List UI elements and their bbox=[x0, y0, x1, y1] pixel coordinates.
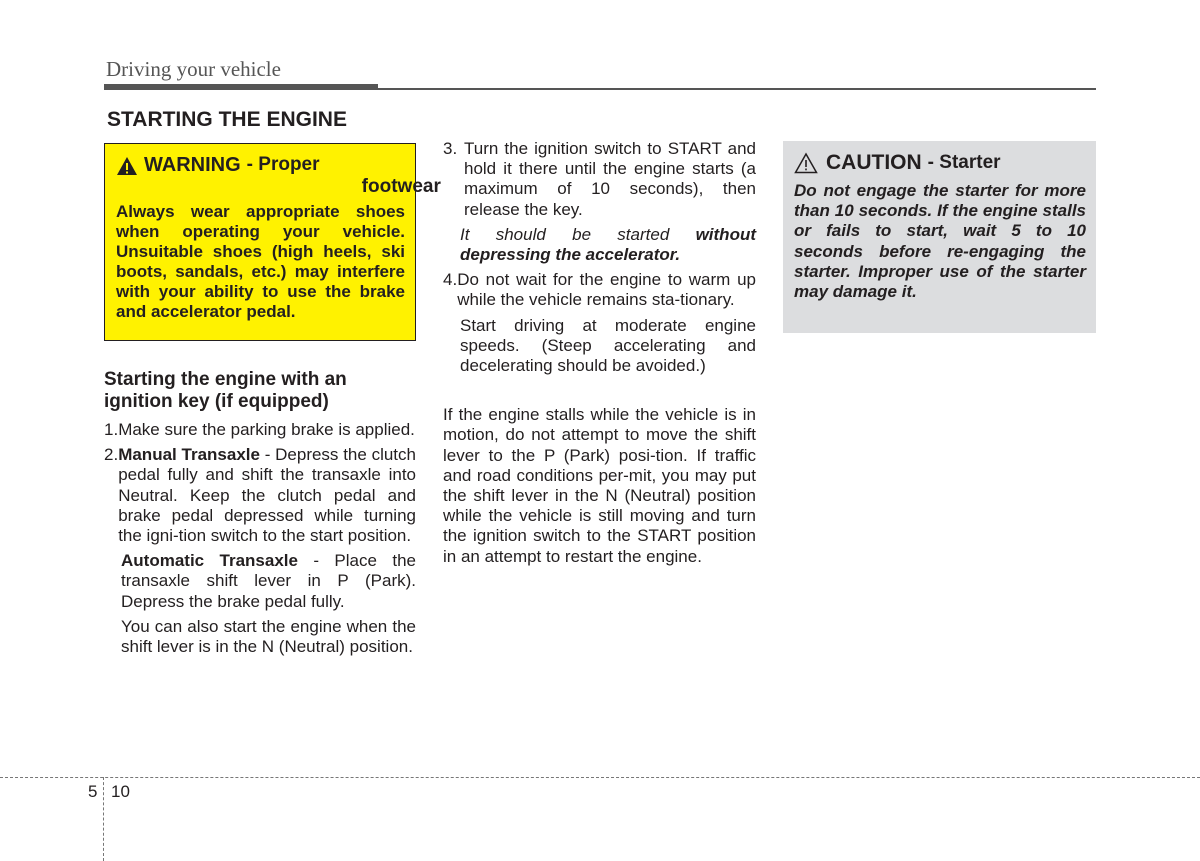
step-3-note: It should be started without depressing the accelerator. bbox=[460, 224, 756, 265]
warning-triangle-icon bbox=[116, 156, 138, 176]
step-2-automatic: Automatic Transaxle - Place the transaxle shift lever in P (Park). Depress the brake pedal fully. bbox=[121, 551, 416, 611]
caution-triangle-icon bbox=[794, 152, 818, 174]
step-text: Make sure the parking brake is applied. bbox=[118, 420, 415, 439]
step-1 bbox=[104, 420, 416, 440]
header-rule-thick bbox=[104, 84, 378, 90]
step-number: 4. bbox=[443, 270, 458, 290]
instructions-column-1 bbox=[104, 420, 416, 657]
step-text: Do not wait for the engine to warm up while the vehicle remains sta-tionary. bbox=[457, 270, 756, 310]
caution-heading bbox=[794, 151, 1086, 175]
page-header-title: Driving your vehicle bbox=[106, 57, 281, 81]
step-3 bbox=[443, 139, 756, 220]
warning-subtitle: - Proper footwear bbox=[246, 154, 441, 197]
step-text: Manual Transaxle - Depress the clutch pedal fully and shift the transaxle into Neutral. Keep the clutch pedal and brake pedal depressed while turning the igni-tion switch to the start position. bbox=[118, 445, 416, 546]
step-number: 3. bbox=[443, 139, 458, 158]
step-4-note: Start driving at moderate engine speeds. (Steep accelerating and decelerating should be avoided.) bbox=[460, 315, 756, 376]
step-number: 1. bbox=[104, 420, 119, 439]
warning-body: Always wear appropriate shoes when operating your vehicle. Unsuitable shoes (high heels, ski boots, sandals, etc.) may interfere with your ability to use the brake and accelerator pedal. bbox=[116, 202, 405, 321]
page-number: 10 bbox=[111, 782, 130, 801]
step-text: Turn the ignition switch to START and hold it there until the engine starts (a maximum of 10 seconds), then release the key. bbox=[464, 139, 756, 219]
caution-box bbox=[783, 141, 1096, 333]
step-4 bbox=[443, 270, 756, 310]
caution-subtitle: - Starter bbox=[927, 152, 1001, 173]
footer-divider bbox=[0, 777, 1200, 778]
footer-vertical-divider bbox=[103, 777, 104, 861]
caution-body: Do not engage the starter for more than 10 seconds. If the engine stalls or fails to start, wait 5 to 10 seconds before re-engaging the starter. Improper use of the starter may damage it. bbox=[794, 181, 1086, 302]
warning-heading bbox=[116, 154, 441, 198]
warning-box bbox=[104, 143, 441, 341]
caution-label: CAUTION bbox=[826, 151, 922, 174]
header-rule-thin bbox=[378, 88, 1096, 90]
step-2-note: You can also start the engine when the shift lever is in the N (Neutral) position. bbox=[121, 616, 416, 657]
warning-label: WARNING bbox=[144, 154, 241, 176]
instructions-column-2 bbox=[443, 139, 756, 567]
section-title: STARTING THE ENGINE bbox=[107, 108, 347, 131]
step-2 bbox=[104, 445, 416, 546]
step-number: 2. bbox=[104, 445, 119, 465]
chapter-number: 5 bbox=[88, 782, 98, 801]
stall-paragraph: If the engine stalls while the vehicle is in motion, do not attempt to move the shift lever to the P (Park) posi-tion. If traffic and road conditions per-mit, you may put the shift lever in the N (Neutral) position while the vehicle is still moving and turn the ignition switch to the START position in an attempt to restart the engine. bbox=[443, 405, 756, 566]
subsection-heading: Starting the engine with an ignition key (if equipped) bbox=[104, 369, 347, 412]
